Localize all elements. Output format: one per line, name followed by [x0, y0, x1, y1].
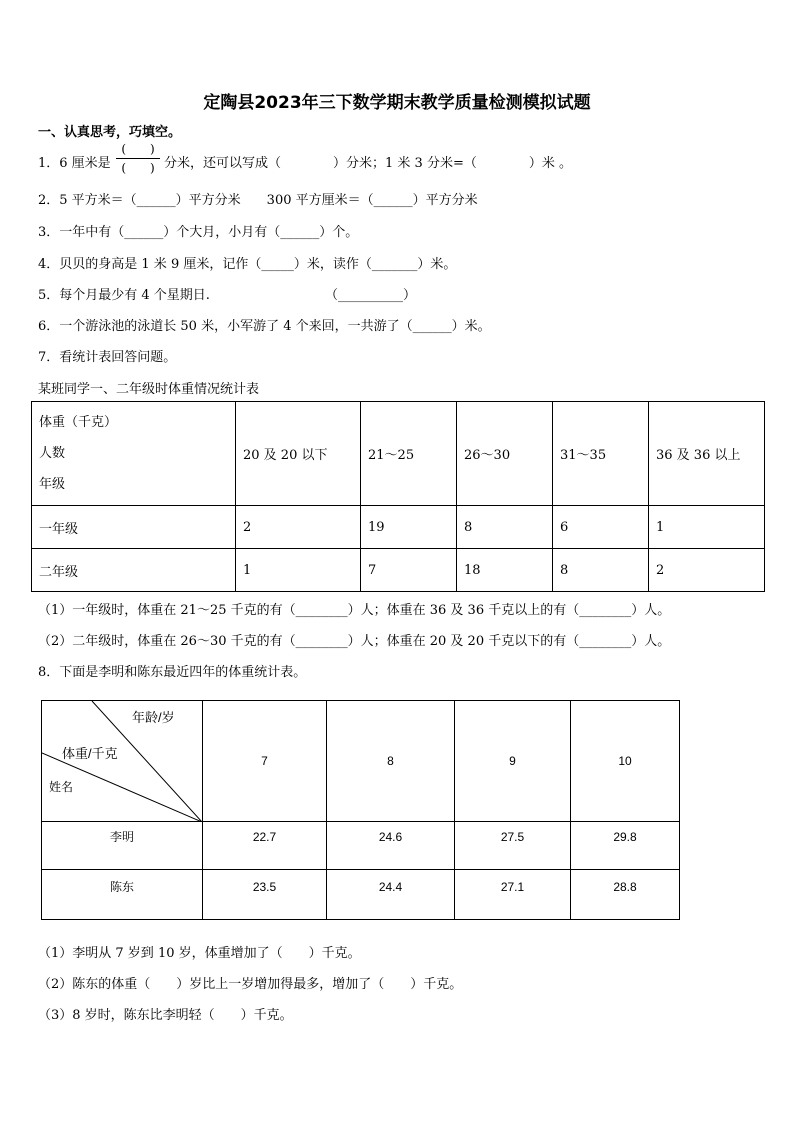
table-row: [42, 822, 680, 870]
table-cell: 27.5: [455, 822, 571, 870]
table-cell: 23.5: [203, 870, 327, 920]
column-header: 20 及 20 以下: [236, 402, 361, 506]
section-heading: 一、认真思考，巧填空。: [38, 125, 182, 140]
question-8-part-3: （3）8 岁时，陈东比李明轻（ ）千克。: [38, 1008, 293, 1023]
row-label: 李明: [42, 822, 203, 870]
table-cell: 24.4: [327, 870, 455, 920]
question-8-part-2: （2）陈东的体重（ ）岁比上一岁增加得最多，增加了（ ）千克。: [38, 977, 463, 992]
table-row: [42, 870, 680, 920]
column-header: 10: [571, 701, 680, 822]
table-row: [32, 549, 765, 592]
fraction-denominator: ( ): [121, 161, 155, 175]
row-label: 陈东: [42, 870, 203, 920]
weight-by-age-table: [41, 700, 680, 920]
table-row: [32, 506, 765, 549]
corner-label-weight: 体重/千克: [62, 746, 118, 761]
table-header-row: [42, 701, 680, 822]
column-header: 7: [203, 701, 327, 822]
table-cell: 8: [553, 549, 649, 592]
corner-label-count: 人数: [39, 446, 66, 461]
column-header: 8: [327, 701, 455, 822]
column-header: 9: [455, 701, 571, 822]
table-cell: 28.8: [571, 870, 680, 920]
question-8: 8．下面是李明和陈东最近四年的体重统计表。: [38, 665, 307, 680]
table-1-caption: 某班同学一、二年级时体重情况统计表: [38, 382, 260, 397]
table-cell: 6: [553, 506, 649, 549]
question-1-prefix: 1．6 厘米是: [38, 156, 111, 171]
question-7: 7．看统计表回答问题。: [38, 350, 177, 365]
corner-label-grade: 年级: [39, 477, 66, 492]
table-cell: 27.1: [455, 870, 571, 920]
page-title: 定陶县2023年三下数学期末教学质量检测模拟试题: [203, 93, 591, 113]
question-7-part-2: （2）二年级时，体重在 26～30 千克的有（________）人；体重在 20 及 20 千克以下的有（________）人。: [38, 634, 671, 649]
table-corner-cell: [32, 402, 236, 506]
corner-label-weight: 体重（千克）: [39, 415, 118, 430]
row-label: 二年级: [32, 549, 236, 592]
question-5-blank: （__________）: [325, 288, 417, 303]
question-8-part-1: （1）李明从 7 岁到 10 岁，体重增加了（ ）千克。: [38, 946, 361, 961]
question-5: 5．每个月最少有 4 个星期日.: [38, 288, 210, 303]
table-cell: 2: [649, 549, 765, 592]
column-header: 21～25: [361, 402, 457, 506]
table-cell: 22.7: [203, 822, 327, 870]
question-4: 4．贝贝的身高是 1 米 9 厘米，记作（_____）米，读作（_______）米。: [38, 257, 457, 272]
table-cell: 1: [649, 506, 765, 549]
column-header: 31～35: [553, 402, 649, 506]
table-cell: 18: [457, 549, 553, 592]
fraction-bar: [116, 158, 160, 159]
question-1-suffix: 分米，还可以写成（ ）分米；1 米 3 分米=（ ）米 。: [164, 156, 572, 171]
table-header-row: [32, 402, 765, 506]
question-7-part-1: （1）一年级时，体重在 21～25 千克的有（________）人；体重在 36 及 36 千克以上的有（________）人。: [38, 603, 671, 618]
row-label: 一年级: [32, 506, 236, 549]
fraction: [116, 141, 160, 176]
weight-distribution-table: [31, 401, 765, 592]
table-cell: 7: [361, 549, 457, 592]
question-6: 6．一个游泳池的泳道长 50 米，小军游了 4 个来回，一共游了（______）米。: [38, 319, 491, 334]
table-cell: 8: [457, 506, 553, 549]
table-corner-cell: [42, 701, 203, 822]
question-2: 2．5 平方米＝（______）平方分米 300 平方厘米＝（______）平方分米: [38, 193, 478, 208]
table-cell: 24.6: [327, 822, 455, 870]
table-cell: 2: [236, 506, 361, 549]
table-cell: 19: [361, 506, 457, 549]
column-header: 36 及 36 以上: [649, 402, 765, 506]
column-header: 26～30: [457, 402, 553, 506]
fraction-numerator: ( ): [121, 142, 155, 156]
table-cell: 1: [236, 549, 361, 592]
table-cell: 29.8: [571, 822, 680, 870]
corner-label-age: 年龄/岁: [132, 710, 175, 725]
question-3: 3．一年中有（______）个大月，小月有（______）个。: [38, 225, 359, 240]
corner-label-name: 姓名: [49, 780, 74, 794]
